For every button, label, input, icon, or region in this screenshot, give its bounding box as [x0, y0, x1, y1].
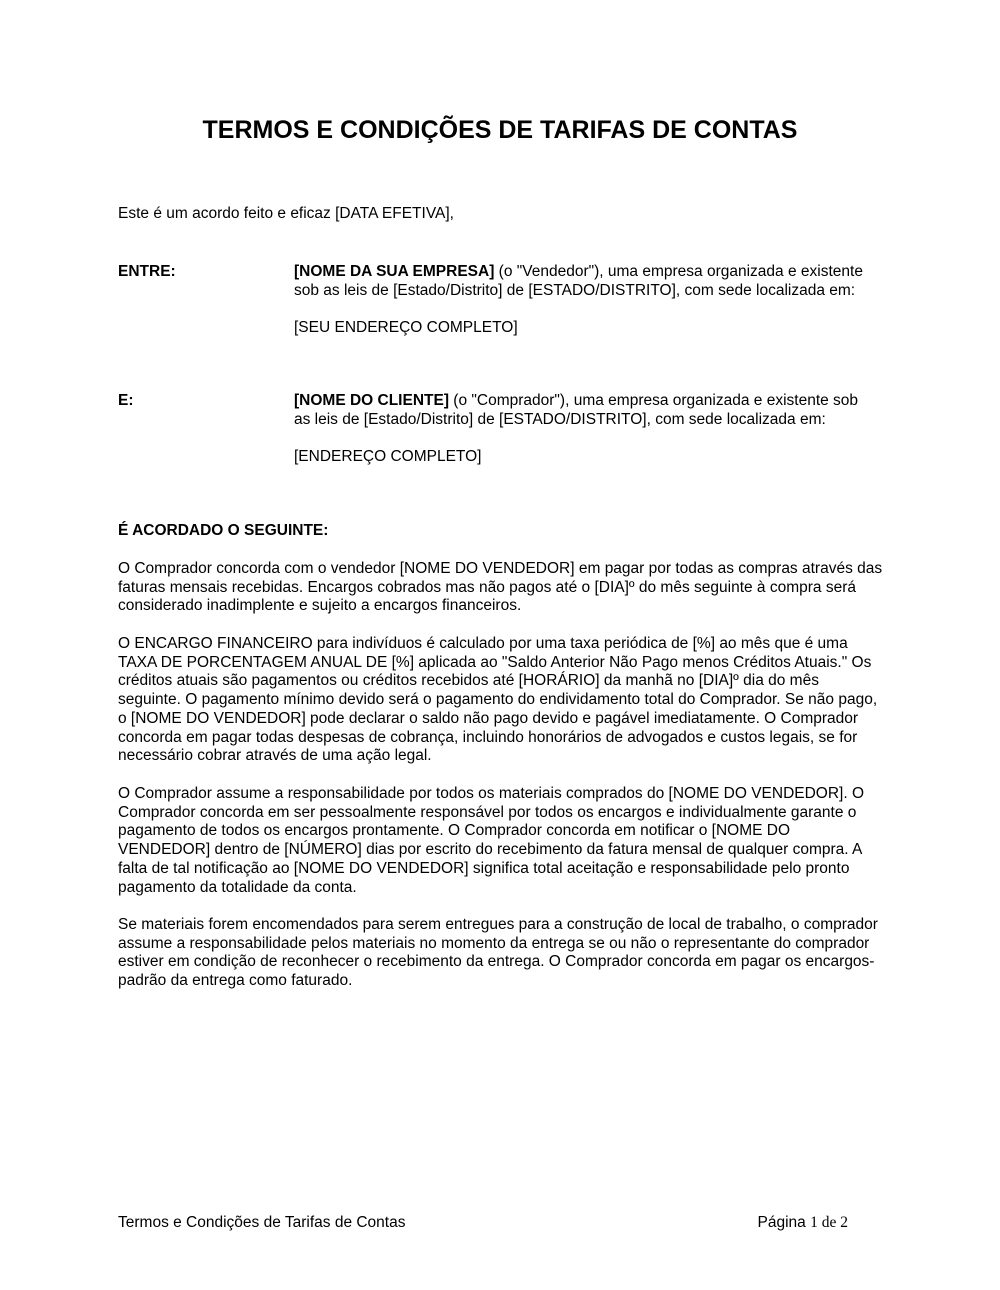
page-number: Página 1 de 2 [757, 1214, 848, 1231]
party-address: [ENDEREÇO COMPLETO] [294, 448, 482, 465]
paragraph-delivery: Se materiais forem encomendados para serem entregues para a construção de local de trabalho, o comprador assume a responsabilidade pelos materiais no momento da entrega se ou não o representante do comprador estiver em condição de reconhecer o recebimento da entrega. O Comprador concorda em pagar os encargos-padrão da entrega como faturado. [118, 916, 878, 990]
party-description: [NOME DA SUA EMPRESA] (o "Vendedor"), uma empresa organizada e existente sob as leis de [Estado/Distrito] de [ESTADO/DISTRITO], com sede localizada em: [294, 263, 863, 299]
party-seller [118, 262, 888, 337]
paragraph-responsibility: O Comprador assume a responsabilidade por todos os materiais comprados do [NOME DO VENDEDOR]. O Comprador concorda em ser pessoalmente responsável por todos os encargos e individualmente garante o pagamento de todos os encargos prontamente. O Comprador concorda em notificar o [NOME DO VENDEDOR] dentro de [NÚMERO] dias por escrito do recebimento da fatura mensal de qualquer compra. A falta de tal notificação ao [NOME DO VENDEDOR] significa total aceitação e responsabilidade pelo pronto pagamento da totalidade da conta. [118, 785, 865, 896]
footer-title: Termos e Condições de Tarifas de Contas [118, 1214, 406, 1231]
party-address: [SEU ENDEREÇO COMPLETO] [294, 319, 518, 336]
party-description: [NOME DO CLIENTE] (o "Comprador"), uma empresa organizada e existente sob as leis de [Estado/Distrito] de [ESTADO/DISTRITO], com sede localizada em: [294, 392, 859, 428]
party-name: [NOME DA SUA EMPRESA] [294, 263, 495, 280]
party-label: E: [118, 392, 134, 409]
document-title: TERMOS E CONDIÇÕES DE TARIFAS DE CONTAS [202, 116, 798, 144]
paragraph-payment-terms: O Comprador concorda com o vendedor [NOME DO VENDEDOR] em pagar por todas as compras através das faturas mensais recebidas. Encargos cobrados mas não pagos até o [DIA]º do mês seguinte à compra será considerado inadimplente e sujeito a encargos financeiros. [118, 560, 883, 615]
party-buyer [118, 391, 888, 466]
party-body [294, 262, 874, 337]
agreement-heading: É ACORDADO O SEGUINTE: [118, 522, 329, 539]
intro-text: Este é um acordo feito e eficaz [DATA EFETIVA], [118, 205, 454, 222]
party-label: ENTRE: [118, 263, 176, 280]
party-name: [NOME DO CLIENTE] [294, 392, 449, 409]
paragraph-finance-charge: O ENCARGO FINANCEIRO para indivíduos é calculado por uma taxa periódica de [%] ao mês que é uma TAXA DE PORCENTAGEM ANUAL DE [%] aplicada ao "Saldo Anterior Não Pago menos Créditos Atuais." Os créditos atuais são pagamentos ou créditos recebidos até [HORÁRIO] da manhã no [DIA]º dia do mês seguinte. O pagamento mínimo devido será o pagamento do endividamento total do Comprador. Se não pago, o [NOME DO VENDEDOR] pode declarar o saldo não pago devido e pagável imediatamente. O Comprador concorda em pagar todas despesas de cobrança, incluindo honorários de advogados e custos legais, se for necessário cobrar através de uma ação legal. [118, 635, 878, 765]
party-body [294, 391, 874, 466]
